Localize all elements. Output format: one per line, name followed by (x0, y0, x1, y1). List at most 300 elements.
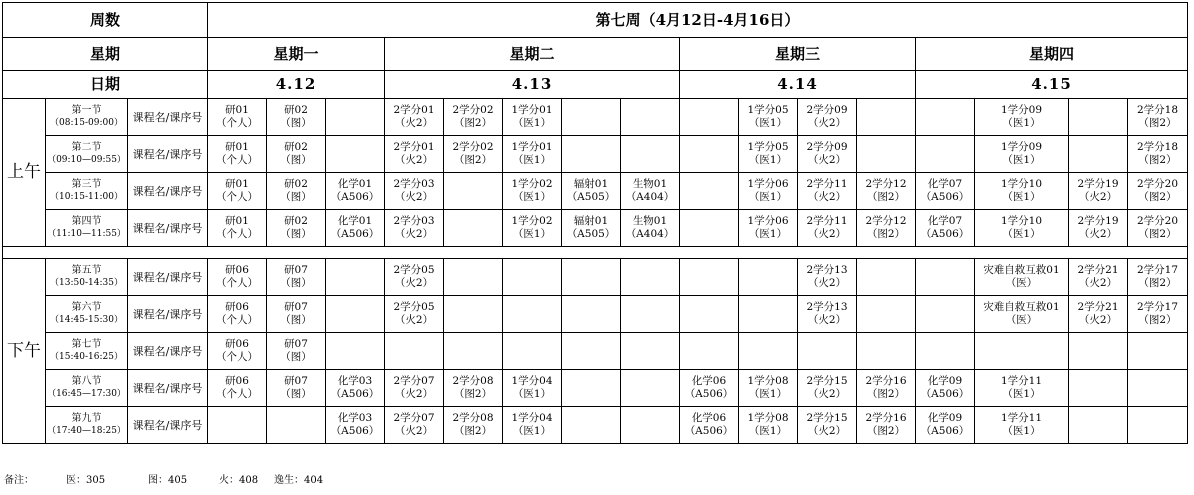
slot-time: （10:15-11:00） (50, 192, 123, 202)
course-cell (621, 407, 680, 444)
course-room: （A505） (566, 191, 616, 203)
course-label: 课程名/课序号 (128, 210, 208, 247)
course-cell (739, 296, 798, 333)
course-room: （图2） (866, 191, 906, 203)
course-room: （火2） (807, 314, 847, 326)
course-code: 2学分15 (806, 412, 848, 424)
course-cell (503, 259, 562, 296)
course-cell (857, 370, 916, 407)
course-room: （医1） (748, 117, 788, 129)
course-cell (326, 370, 385, 407)
course-room: （医1） (512, 425, 552, 437)
course-cell (857, 259, 916, 296)
course-cell (798, 210, 857, 247)
course-code: 2学分03 (393, 178, 435, 190)
slot-time: （14:45-15:30） (50, 315, 123, 325)
course-room: （A506） (920, 191, 970, 203)
course-room: （医1） (748, 388, 788, 400)
course-cell (739, 173, 798, 210)
course-code: 研02 (284, 104, 308, 116)
course-room: （医1） (512, 154, 552, 166)
course-room: （个人） (216, 228, 258, 240)
course-code: 1学分09 (1000, 104, 1043, 116)
course-cell (444, 259, 503, 296)
course-room: （A506） (684, 425, 734, 437)
course-cell (975, 136, 1069, 173)
course-room: （火2） (807, 277, 847, 289)
course-cell (562, 407, 621, 444)
course-room: （A506） (330, 191, 380, 203)
slot-name: 第三节 (71, 179, 102, 190)
course-code: 1学分06 (747, 215, 789, 227)
course-cell (1128, 136, 1188, 173)
course-code: 2学分13 (806, 264, 848, 276)
course-room: （医1） (512, 228, 552, 240)
course-code: 研02 (284, 178, 308, 190)
note-item: 火：408 (219, 475, 259, 486)
course-cell (503, 136, 562, 173)
course-cell (326, 333, 385, 370)
course-cell (680, 407, 739, 444)
course-room: （图） (280, 191, 312, 203)
course-cell (798, 296, 857, 333)
course-cell (503, 333, 562, 370)
slot-time: （17:40—18:25） (47, 426, 126, 436)
course-code: 2学分02 (452, 104, 494, 116)
course-label: 课程名/课序号 (128, 173, 208, 210)
course-cell (562, 210, 621, 247)
course-room: （医） (1005, 314, 1038, 326)
course-code: 2学分05 (393, 264, 435, 276)
course-code: 辐射01 (573, 178, 609, 190)
course-cell (857, 173, 916, 210)
course-cell (503, 99, 562, 136)
course-cell (562, 296, 621, 333)
course-room: （图） (280, 351, 312, 363)
slot-name: 第二节 (71, 142, 102, 153)
course-cell (798, 173, 857, 210)
course-code: 1学分05 (747, 141, 789, 153)
slot-cell (46, 296, 128, 333)
course-cell (208, 210, 267, 247)
course-code: 1学分04 (511, 412, 553, 424)
course-cell (267, 370, 326, 407)
course-code: 研06 (225, 375, 249, 387)
course-code: 1学分01 (511, 141, 553, 153)
course-room: （图） (280, 117, 312, 129)
course-code: 2学分21 (1077, 301, 1119, 313)
course-label: 课程名/课序号 (128, 333, 208, 370)
course-room: （图2） (1138, 314, 1177, 326)
course-room: （火2） (394, 117, 434, 129)
course-code: 生物01 (632, 178, 668, 190)
course-code: 化学06 (691, 375, 727, 387)
course-cell (975, 370, 1069, 407)
course-code: 2学分08 (452, 412, 494, 424)
course-room: （A404） (625, 228, 675, 240)
week-label: 周数 (3, 3, 208, 38)
course-cell (385, 407, 444, 444)
course-room: （图） (280, 388, 312, 400)
course-room: （图2） (1138, 117, 1177, 129)
course-code: 研07 (284, 301, 308, 313)
course-code: 2学分09 (806, 141, 848, 153)
course-cell (916, 173, 975, 210)
course-cell (680, 173, 739, 210)
course-cell (267, 333, 326, 370)
course-code: 1学分08 (747, 412, 789, 424)
course-room: （火2） (394, 228, 434, 240)
course-code: 化学09 (927, 412, 963, 424)
day-date-tue: 4.13 (385, 71, 680, 99)
course-cell (621, 370, 680, 407)
course-room: （个人） (216, 117, 258, 129)
course-room: （火2） (807, 228, 847, 240)
course-cell (1069, 210, 1128, 247)
course-code: 1学分04 (511, 375, 553, 387)
course-code: 2学分15 (806, 375, 848, 387)
course-cell (503, 173, 562, 210)
course-code: 1学分11 (1000, 375, 1043, 387)
course-cell (267, 407, 326, 444)
course-cell (503, 296, 562, 333)
course-code: 1学分02 (511, 215, 553, 227)
course-room: （A506） (330, 425, 380, 437)
course-code: 2学分01 (393, 141, 435, 153)
course-cell (1069, 370, 1128, 407)
course-cell (975, 333, 1069, 370)
course-code: 生物01 (632, 215, 668, 227)
course-code: 2学分05 (393, 301, 435, 313)
course-room: （火2） (807, 117, 847, 129)
course-room: （A506） (330, 228, 380, 240)
note-item: 逸生：404 (274, 475, 324, 486)
course-cell (621, 210, 680, 247)
course-code: 化学01 (337, 215, 373, 227)
course-label: 课程名/课序号 (128, 136, 208, 173)
course-cell (916, 370, 975, 407)
course-cell (621, 259, 680, 296)
course-room: （A506） (920, 425, 970, 437)
course-cell (857, 210, 916, 247)
course-cell (444, 99, 503, 136)
course-cell (444, 136, 503, 173)
course-cell (208, 407, 267, 444)
course-cell (739, 99, 798, 136)
slot-cell (46, 136, 128, 173)
course-cell (680, 136, 739, 173)
course-cell (267, 173, 326, 210)
course-cell (503, 210, 562, 247)
course-label: 课程名/课序号 (128, 370, 208, 407)
course-cell (267, 210, 326, 247)
course-cell (975, 296, 1069, 333)
course-room: （火2） (807, 388, 847, 400)
course-code: 辐射01 (573, 215, 609, 227)
course-cell (916, 136, 975, 173)
course-cell (739, 136, 798, 173)
course-code: 2学分02 (452, 141, 494, 153)
slot-name: 第一节 (71, 105, 102, 116)
course-code: 研07 (284, 264, 308, 276)
course-room: （医1） (1002, 117, 1041, 129)
course-cell (1069, 99, 1128, 136)
slot-name: 第五节 (71, 265, 102, 276)
course-room: （医1） (748, 228, 788, 240)
course-code: 2学分13 (806, 301, 848, 313)
course-room: （火2） (1078, 277, 1118, 289)
course-cell (562, 370, 621, 407)
course-cell (267, 136, 326, 173)
course-code: 研07 (284, 338, 308, 350)
course-cell (385, 99, 444, 136)
course-room: （火2） (807, 154, 847, 166)
course-room: （医1） (512, 388, 552, 400)
course-room: （医1） (1002, 191, 1041, 203)
course-code: 化学07 (927, 215, 963, 227)
slot-cell (46, 333, 128, 370)
course-code: 1学分10 (1000, 215, 1043, 227)
course-room: （火2） (394, 388, 434, 400)
course-cell (444, 370, 503, 407)
course-cell (1069, 333, 1128, 370)
course-room: （A404） (625, 191, 675, 203)
course-cell (975, 259, 1069, 296)
course-cell (857, 136, 916, 173)
course-code: 研06 (225, 264, 249, 276)
slot-time: （08:15-09:00） (50, 118, 123, 128)
course-cell (444, 333, 503, 370)
course-cell (326, 407, 385, 444)
course-room: （医1） (1002, 228, 1041, 240)
course-room: （图2） (866, 388, 906, 400)
course-cell (562, 333, 621, 370)
course-room: （图2） (866, 228, 906, 240)
course-code: 1学分06 (747, 178, 789, 190)
course-room: （图） (280, 154, 312, 166)
course-code: 1学分01 (511, 104, 553, 116)
course-cell (1128, 210, 1188, 247)
course-cell (444, 296, 503, 333)
course-cell (326, 173, 385, 210)
course-room: （A506） (920, 388, 970, 400)
course-cell (798, 259, 857, 296)
course-cell (385, 173, 444, 210)
day-name-thu: 星期四 (916, 38, 1188, 71)
slot-name: 第九节 (71, 413, 102, 424)
course-cell (208, 296, 267, 333)
course-room: （图2） (453, 388, 493, 400)
course-code: 2学分07 (393, 412, 435, 424)
course-code: 研01 (225, 215, 249, 227)
course-label: 课程名/课序号 (128, 259, 208, 296)
course-room: （图2） (453, 154, 493, 166)
course-cell (621, 296, 680, 333)
course-cell (385, 210, 444, 247)
course-cell (562, 136, 621, 173)
course-cell (1069, 136, 1128, 173)
course-cell (857, 407, 916, 444)
course-cell (680, 99, 739, 136)
course-room: （火2） (394, 425, 434, 437)
course-cell (1128, 99, 1188, 136)
slot-name: 第四节 (71, 216, 102, 227)
course-room: （A506） (684, 388, 734, 400)
course-room: （医1） (1002, 425, 1041, 437)
course-room: （医1） (748, 154, 788, 166)
course-room: （个人） (216, 154, 258, 166)
course-cell (562, 173, 621, 210)
course-cell (267, 99, 326, 136)
course-room: （医） (1005, 277, 1038, 289)
course-code: 2学分20 (1136, 215, 1179, 227)
day-name-tue: 星期二 (385, 38, 680, 71)
course-code: 2学分18 (1136, 104, 1179, 116)
course-cell (444, 407, 503, 444)
course-code: 化学06 (691, 412, 727, 424)
course-cell (503, 407, 562, 444)
date-label: 日期 (3, 71, 208, 99)
course-code: 研01 (225, 141, 249, 153)
course-code: 2学分07 (393, 375, 435, 387)
course-cell (326, 210, 385, 247)
slot-cell (46, 370, 128, 407)
course-code: 化学01 (337, 178, 373, 190)
course-cell (1069, 173, 1128, 210)
course-code: 灾难自救互救01 (983, 301, 1060, 313)
course-label: 课程名/课序号 (128, 99, 208, 136)
day-date-mon: 4.12 (208, 71, 385, 99)
course-cell (680, 259, 739, 296)
course-cell (385, 296, 444, 333)
course-cell (208, 259, 267, 296)
course-cell (208, 173, 267, 210)
course-cell (326, 136, 385, 173)
day-name-wed: 星期三 (680, 38, 916, 71)
slot-cell (46, 259, 128, 296)
course-cell (798, 407, 857, 444)
course-cell (857, 296, 916, 333)
period-am: 上午 (3, 99, 46, 247)
slot-cell (46, 173, 128, 210)
course-room: （图） (280, 314, 312, 326)
course-room: （火2） (1078, 228, 1118, 240)
course-cell (798, 333, 857, 370)
course-code: 2学分21 (1077, 264, 1119, 276)
week-value: 第七周（4月12日-4月16日） (208, 3, 1188, 38)
course-cell (1069, 259, 1128, 296)
course-code: 2学分19 (1077, 215, 1119, 227)
course-cell (1128, 296, 1188, 333)
course-room: （图2） (453, 425, 493, 437)
course-room: （图2） (1138, 154, 1177, 166)
course-room: （医1） (512, 117, 552, 129)
notes (4, 471, 323, 486)
course-cell (916, 296, 975, 333)
course-room: （火2） (394, 154, 434, 166)
course-cell (385, 370, 444, 407)
course-cell (326, 259, 385, 296)
course-room: （个人） (216, 351, 258, 363)
course-code: 研01 (225, 104, 249, 116)
course-cell (562, 99, 621, 136)
note-item: 医：305 (66, 475, 106, 486)
course-cell (208, 99, 267, 136)
course-cell (1128, 259, 1188, 296)
course-cell (621, 136, 680, 173)
course-code: 2学分16 (865, 375, 907, 387)
course-cell (975, 210, 1069, 247)
course-room: （医1） (512, 191, 552, 203)
course-code: 2学分11 (806, 215, 848, 227)
course-cell (857, 99, 916, 136)
course-code: 1学分10 (1000, 178, 1043, 190)
course-cell (739, 210, 798, 247)
course-code: 化学03 (337, 412, 373, 424)
course-cell (621, 99, 680, 136)
course-cell (385, 136, 444, 173)
course-code: 1学分08 (747, 375, 789, 387)
course-code: 研06 (225, 301, 249, 313)
course-code: 2学分16 (865, 412, 907, 424)
course-cell (739, 370, 798, 407)
course-cell (916, 210, 975, 247)
course-code: 研06 (225, 338, 249, 350)
course-cell (975, 407, 1069, 444)
weekday-label: 星期 (3, 38, 208, 71)
course-cell (916, 407, 975, 444)
course-room: （火2） (807, 425, 847, 437)
course-room: （个人） (216, 314, 258, 326)
course-code: 2学分12 (865, 215, 907, 227)
course-code: 研02 (284, 215, 308, 227)
course-label: 课程名/课序号 (128, 296, 208, 333)
course-room: （火2） (394, 277, 434, 289)
course-cell (798, 136, 857, 173)
course-code: 2学分08 (452, 375, 494, 387)
course-room: （火2） (807, 191, 847, 203)
course-cell (739, 259, 798, 296)
course-cell (385, 333, 444, 370)
separator-row (3, 247, 1188, 259)
course-room: （火2） (1078, 314, 1118, 326)
course-cell (798, 370, 857, 407)
course-cell (975, 99, 1069, 136)
course-room: （图2） (453, 117, 493, 129)
course-cell (444, 173, 503, 210)
course-cell (267, 296, 326, 333)
course-room: （图2） (1138, 191, 1177, 203)
course-code: 2学分17 (1136, 264, 1179, 276)
slot-time: （16:45—17:30） (47, 389, 126, 399)
course-code: 2学分11 (806, 178, 848, 190)
course-cell (326, 99, 385, 136)
course-code: 2学分17 (1136, 301, 1179, 313)
slot-name: 第六节 (71, 302, 102, 313)
slot-cell (46, 99, 128, 136)
course-room: （A505） (566, 228, 616, 240)
course-cell (916, 333, 975, 370)
course-room: （图） (280, 277, 312, 289)
course-cell (1128, 173, 1188, 210)
course-cell (208, 333, 267, 370)
course-code: 研01 (225, 178, 249, 190)
course-cell (444, 210, 503, 247)
course-cell (680, 210, 739, 247)
course-code: 1学分05 (747, 104, 789, 116)
course-label: 课程名/课序号 (128, 407, 208, 444)
slot-cell (46, 407, 128, 444)
